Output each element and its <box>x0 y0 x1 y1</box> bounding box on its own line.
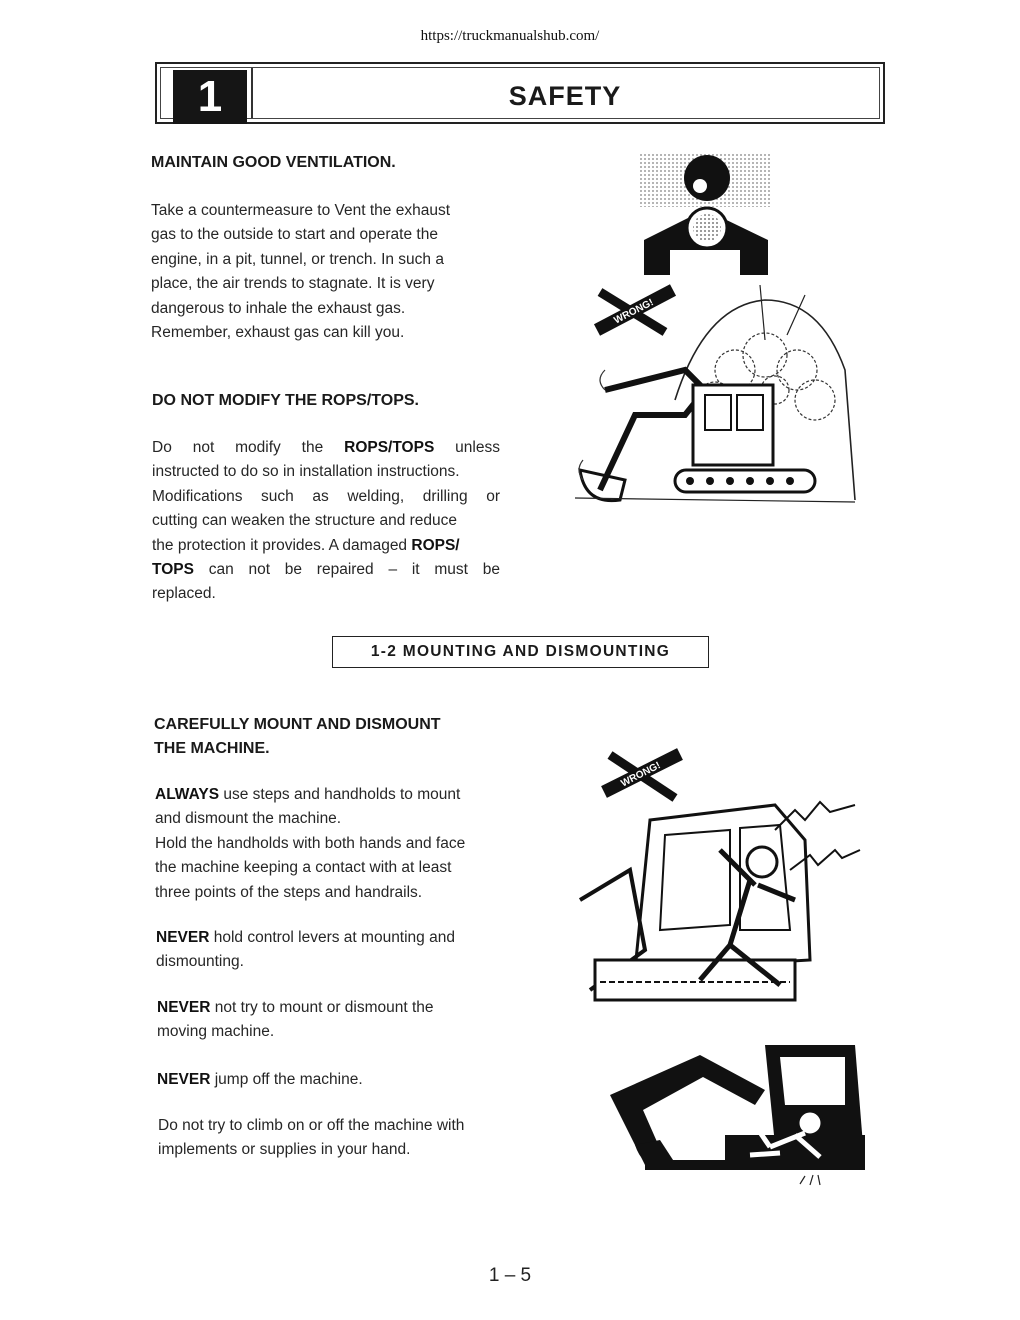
exhaust-hazard-icon <box>640 150 775 280</box>
wrong-cross-icon <box>597 290 673 332</box>
rops-line: Modifications such as welding, drilling or <box>152 487 500 505</box>
chapter-title: SAFETY <box>508 81 622 111</box>
mount-text: not try to mount or dismount the <box>210 999 434 1016</box>
ventilation-line: gas to the outside to start and operate the <box>151 226 438 244</box>
rops-heading: DO NOT MODIFY THE ROPS/TOPS. <box>152 392 419 409</box>
mount-text: jump off the machine. <box>210 1071 363 1088</box>
chapter-header <box>155 62 885 124</box>
mount-line: moving machine. <box>157 1023 275 1041</box>
operator-crushed-illustration <box>605 1035 870 1185</box>
mount-line <box>156 926 508 950</box>
mount-line: and dismount the machine. <box>155 810 342 828</box>
ventilation-line: engine, in a pit, tunnel, or trench. In such a <box>151 250 444 268</box>
mount-line <box>157 996 509 1020</box>
wrong-label: WRONG! <box>612 297 656 327</box>
rops-keyword: TOPS <box>152 561 194 579</box>
excavator-tunnel-illustration <box>565 280 865 520</box>
ventilation-body <box>151 199 501 345</box>
rops-line: cutting can weaken the structure and reduce <box>152 512 458 530</box>
rops-keyword: ROPS/TOPS <box>344 439 435 456</box>
mount-line: dismounting. <box>156 953 244 971</box>
chapter-number: 1 <box>173 70 247 124</box>
falling-operator-illustration <box>580 750 865 1020</box>
mount-line: Do not try to climb on or off the machine with <box>158 1117 465 1134</box>
mount-line: the machine keeping a contact with at least <box>155 859 452 877</box>
keyword-never: NEVER <box>157 1071 211 1088</box>
rops-body <box>152 436 500 607</box>
mount-never-levers <box>156 926 508 975</box>
mount-text: hold control levers at mounting and <box>209 929 455 946</box>
subsection-title: 1-2 MOUNTING AND DISMOUNTING <box>332 636 709 668</box>
rops-text: the protection it provides. A damaged <box>152 536 412 554</box>
ventilation-line: place, the air trends to stagnate. It is very <box>151 275 435 293</box>
mount-line <box>155 783 507 807</box>
rops-text: unless <box>434 439 500 456</box>
ventilation-heading: MAINTAIN GOOD VENTILATION. <box>151 154 396 171</box>
keyword-never: NEVER <box>156 929 210 946</box>
mount-line: implements or supplies in your hand. <box>158 1141 411 1159</box>
wrong-label: WRONG! <box>619 760 663 790</box>
rops-line: instructed to do so in installation instructions. <box>152 463 460 481</box>
keyword-never: NEVER <box>157 999 211 1016</box>
mount-always-paragraph <box>155 783 507 905</box>
rops-keyword: ROPS/ <box>411 536 460 554</box>
mount-heading-line: CAREFULLY MOUNT AND DISMOUNT <box>154 716 441 733</box>
ventilation-line: dangerous to inhale the exhaust gas. <box>151 299 406 317</box>
mount-never-moving <box>157 996 509 1045</box>
page-number: 1 – 5 <box>488 1265 532 1286</box>
mount-heading <box>154 713 441 761</box>
rops-text: can not be repaired – it must be <box>193 561 500 579</box>
source-url[interactable]: https://truckmanualshub.com/ <box>420 28 600 44</box>
mount-line: three points of the steps and handrails. <box>155 883 423 901</box>
rops-line: replaced. <box>152 585 216 603</box>
keyword-always: ALWAYS <box>155 786 220 803</box>
mount-line: Hold the handholds with both hands and face <box>155 834 466 852</box>
rops-text: Do not modify the <box>152 439 345 456</box>
mount-line <box>157 1068 509 1092</box>
rops-line <box>152 436 500 460</box>
ventilation-line: Take a countermeasure to Vent the exhaust <box>151 202 450 219</box>
chapter-header-inner <box>160 67 880 119</box>
mount-climb-paragraph <box>158 1114 514 1163</box>
rops-line <box>152 534 500 558</box>
ventilation-line: Remember, exhaust gas can kill you. <box>151 324 405 342</box>
rops-line <box>152 558 500 582</box>
mount-heading-line: THE MACHINE. <box>154 740 270 757</box>
wrong-cross-icon <box>604 754 680 798</box>
mount-never-jump <box>157 1068 509 1092</box>
mount-text: use steps and handholds to mount <box>219 786 461 803</box>
